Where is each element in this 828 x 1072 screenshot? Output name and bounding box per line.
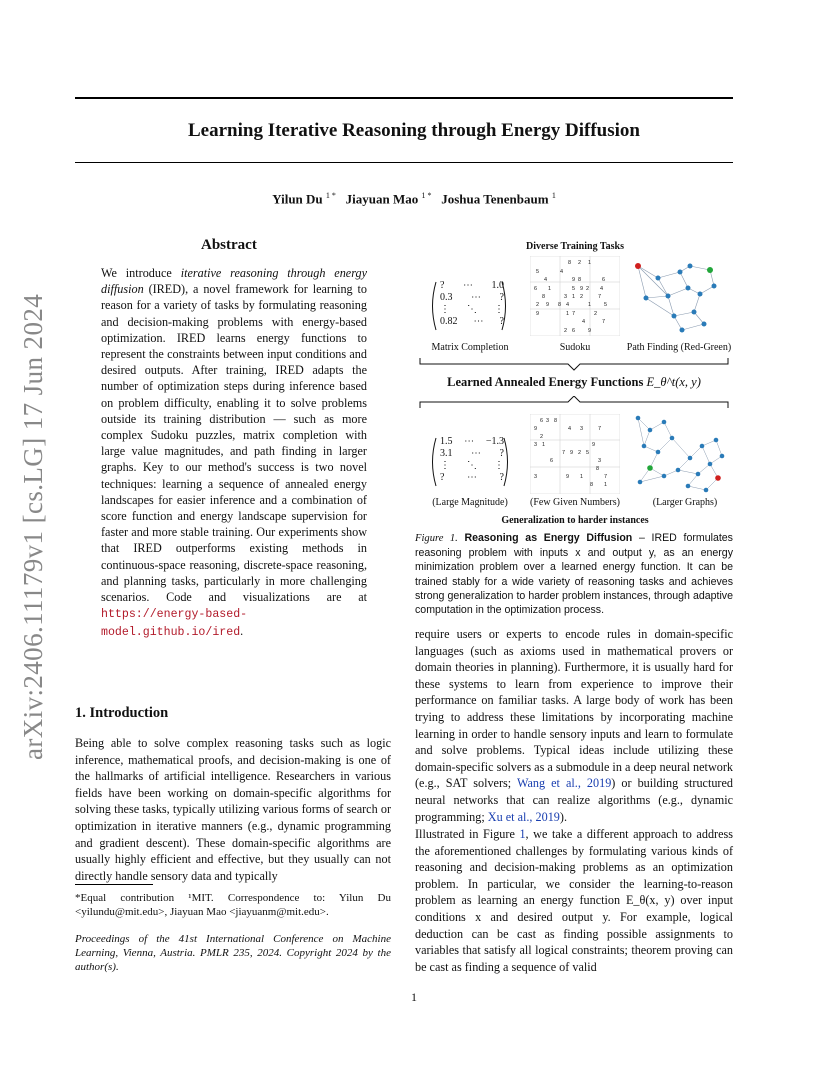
svg-text:4: 4 [600,286,604,292]
figure-ref-link[interactable]: 1 [519,827,526,841]
matrix-completion-example: ? ⋯ 1.0 0.3 ⋯ ? ⋮ ⋱ ⋮ 0.82 ⋯ ? [428,280,510,332]
svg-text:6: 6 [540,418,544,424]
footnote-proceedings: Proceedings of the 41st International Conference on Machine Learning, Vienna, Austria. PMLR 235, 2024. Copyright 2024 by the author(s). [75,933,391,973]
figure-label-matrix: Matrix Completion [431,342,509,353]
svg-text:6: 6 [534,286,538,292]
svg-text:2: 2 [578,450,582,456]
top-rule [75,97,733,99]
svg-text:6: 6 [550,458,554,464]
brace-top [418,358,730,372]
svg-text:9: 9 [580,286,584,292]
figure-label-large-magnitude: (Large Magnitude) [432,497,508,508]
figure-label-pathfinding: Path Finding (Red-Green) [626,342,732,353]
svg-text:8: 8 [590,482,594,488]
svg-text:1: 1 [588,302,592,308]
svg-text:2: 2 [540,434,544,440]
svg-text:8: 8 [568,260,572,266]
page-number: 1 [411,990,417,1004]
svg-text:6: 6 [572,328,576,334]
svg-text:2: 2 [580,294,584,300]
svg-text:5: 5 [604,302,608,308]
svg-text:9: 9 [588,328,592,334]
code-link[interactable]: https://energy-based-model.github.io/ired [101,608,248,640]
figure-bottom-title: Generalization to harder instances [501,515,649,526]
svg-text:8: 8 [596,466,600,472]
svg-text:9: 9 [534,426,538,432]
svg-text:1: 1 [572,294,576,300]
svg-text:5: 5 [586,450,590,456]
author-name: Yilun Du [272,191,323,207]
right-paragraph-1: require users or experts to encode rules in domain-specific languages (such as axioms used in mathematical provers or domain theories in planning). Furthermore, it is usually hard for these systems to learn from experience to improve their performance on familiar tasks. A large body of work has been trying to address these limitations by incorporating machine learning in order to handle sensory inputs and learn to formulate and solve problems. Typical ideas include utilizing these domain-specific solvers as a submodule in a deep neural network (e.g., SAT solvers; Wang et al., 2019) or building structured neural networks that can realize algorithms (e.g., dynamic programming; Xu et al., 2019). [415,627,733,824]
svg-text:8: 8 [554,418,558,424]
figure-middle-title: Learned Annealed Energy Functions E_θ^t(x, y) [447,375,701,389]
svg-text:1: 1 [580,474,584,480]
figure-label-sudoku: Sudoku [559,342,591,353]
svg-text:3: 3 [564,294,568,300]
arxiv-stamp: arXiv:2406.11179v1 [cs.LG] 17 Jun 2024 [18,293,48,760]
svg-text:9: 9 [566,474,570,480]
svg-text:5: 5 [572,286,576,292]
citation-link[interactable]: Xu et al., 2019 [487,809,560,824]
path-finding-graph-top [628,258,726,338]
paper-title: Learning Iterative Reasoning through Energy Diffusion [188,120,640,141]
svg-text:2: 2 [564,328,568,334]
abstract-heading: Abstract [201,237,257,253]
matrix-large-magnitude-example: 1.5 ⋯ −1.3 3.1 ⋯ ? ⋮ ⋱ ⋮ ? ⋯ ? [428,436,512,488]
section-heading-introduction: 1. Introduction [75,705,169,721]
svg-text:1: 1 [542,442,546,448]
svg-text:9: 9 [592,442,596,448]
path-finding-graph-bottom [630,412,730,496]
svg-text:4: 4 [582,319,586,325]
svg-text:7: 7 [562,450,566,456]
brace-bottom [418,396,730,410]
footnote-rule [75,884,153,885]
svg-text:3: 3 [580,426,584,432]
author-name: Jiayuan Mao [345,191,419,207]
svg-text:1: 1 [588,260,592,266]
svg-text:4: 4 [560,269,564,275]
svg-text:9: 9 [570,450,574,456]
footnote-affiliation: *Equal contribution ¹MIT. Correspondence to: Yilun Du <yilundu@mit.edu>, Jiayuan Mao <jiayuanm@mit.edu>. [75,892,391,918]
svg-text:6: 6 [602,277,606,283]
svg-text:2: 2 [586,286,590,292]
svg-text:8: 8 [542,294,546,300]
svg-text:1: 1 [548,286,552,292]
abstract-body: We introduce iterative reasoning through energy diffusion (IRED), a novel framework for learning to reason for a variety of tasks by formulating reasoning and decision-making problems with energy-based optimization. IRED learns energy functions to represent the constraints between input conditions and desired outputs. After training, IRED adapts the number of optimization steps during inference based on problem difficulty, enabling it to solve problems outside its training distribution — such as more complex Sudoku puzzles, matrix completion with large value magnitudes, and path finding in larger graphs. Key to our method's success is two novel techniques: learning a sequence of annealed energy landscapes for easier inference and a combination of score function and energy landscape supervision for faster and more stable training. Our experiments show that IRED outperforms existing methods in continuous-space reasoning, discrete-space reasoning, and planning tasks, particularly in more challenging scenarios. Code and visualizations are at https://energy-based-model.github.io/ired. [101,266,368,640]
figure-label-few-given: (Few Given Numbers) [530,497,620,508]
svg-text:9: 9 [546,302,550,308]
svg-text:9: 9 [572,277,576,283]
sudoku-grid-top [530,256,620,336]
figure-label-larger-graphs: (Larger Graphs) [652,497,718,508]
svg-text:4: 4 [544,277,548,283]
author-list: Yilun Du $^{1 *}$ Jiayuan Mao $^{1 *}$ Joshua Tenenbaum $^1$ [272,191,556,207]
svg-text:1: 1 [604,482,608,488]
right-paragraph-2: Illustrated in Figure 1, we take a different approach to address the aforementioned challenges by formulating various kinds of reasoning and decision-making problems as an optimization problem. In particular, we consider the learning-to-reason problem as learning an energy function E_θ(x, y) over input conditions x and desired output y. For example, logical deduction can be cast as finding possible assignments to variables that satisfy all logical constraints; theorem proving can be cast as finding a sequence of valid [415,827,733,974]
svg-text:3: 3 [534,474,538,480]
svg-text:2: 2 [578,260,582,266]
svg-text:2: 2 [536,302,540,308]
svg-text:8: 8 [558,302,562,308]
svg-text:3: 3 [546,418,550,424]
svg-text:1: 1 [566,311,570,317]
svg-text:7: 7 [572,311,576,317]
svg-text:8: 8 [578,277,582,283]
citation-link[interactable]: Wang et al., 2019 [516,776,612,791]
svg-text:9: 9 [536,311,540,317]
figure-caption: Figure 1. Reasoning as Energy Diffusion – IRED formulates reasoning problem with inputs x and output y, as an energy minimization problem over a learned energy function. It can be trained stably for a wide variety of reasoning tasks and achieves strong generalization to harder problem instances, through adaptive computation in the optimization process. [415,532,733,617]
title-bottom-rule [75,162,733,163]
svg-text:7: 7 [604,474,608,480]
svg-text:7: 7 [598,426,602,432]
svg-text:3: 3 [534,442,538,448]
svg-text:4: 4 [568,426,572,432]
svg-text:7: 7 [598,294,602,300]
author-name: Joshua Tenenbaum [441,191,549,207]
intro-paragraph: Being able to solve complex reasoning tasks such as logic inference, mathematical proofs, and decision-making is one of the hallmarks of artificial intelligence. Researchers in various fields have been working on domain-specific algorithms for solving these tasks, typically utilizing various forms of search or optimization in iterative manners (e.g., dynamic programming and gradient descent). These domain-specific algorithms are usually highly efficient and effective, but they usually can not directly handle sensory data and typically [75,736,391,883]
sudoku-grid-bottom [530,414,620,494]
svg-text:2: 2 [594,311,598,317]
svg-text:7: 7 [602,319,606,325]
figure-top-title: Diverse Training Tasks [526,241,624,252]
svg-text:4: 4 [566,302,570,308]
svg-text:5: 5 [536,269,540,275]
svg-text:3: 3 [598,458,602,464]
